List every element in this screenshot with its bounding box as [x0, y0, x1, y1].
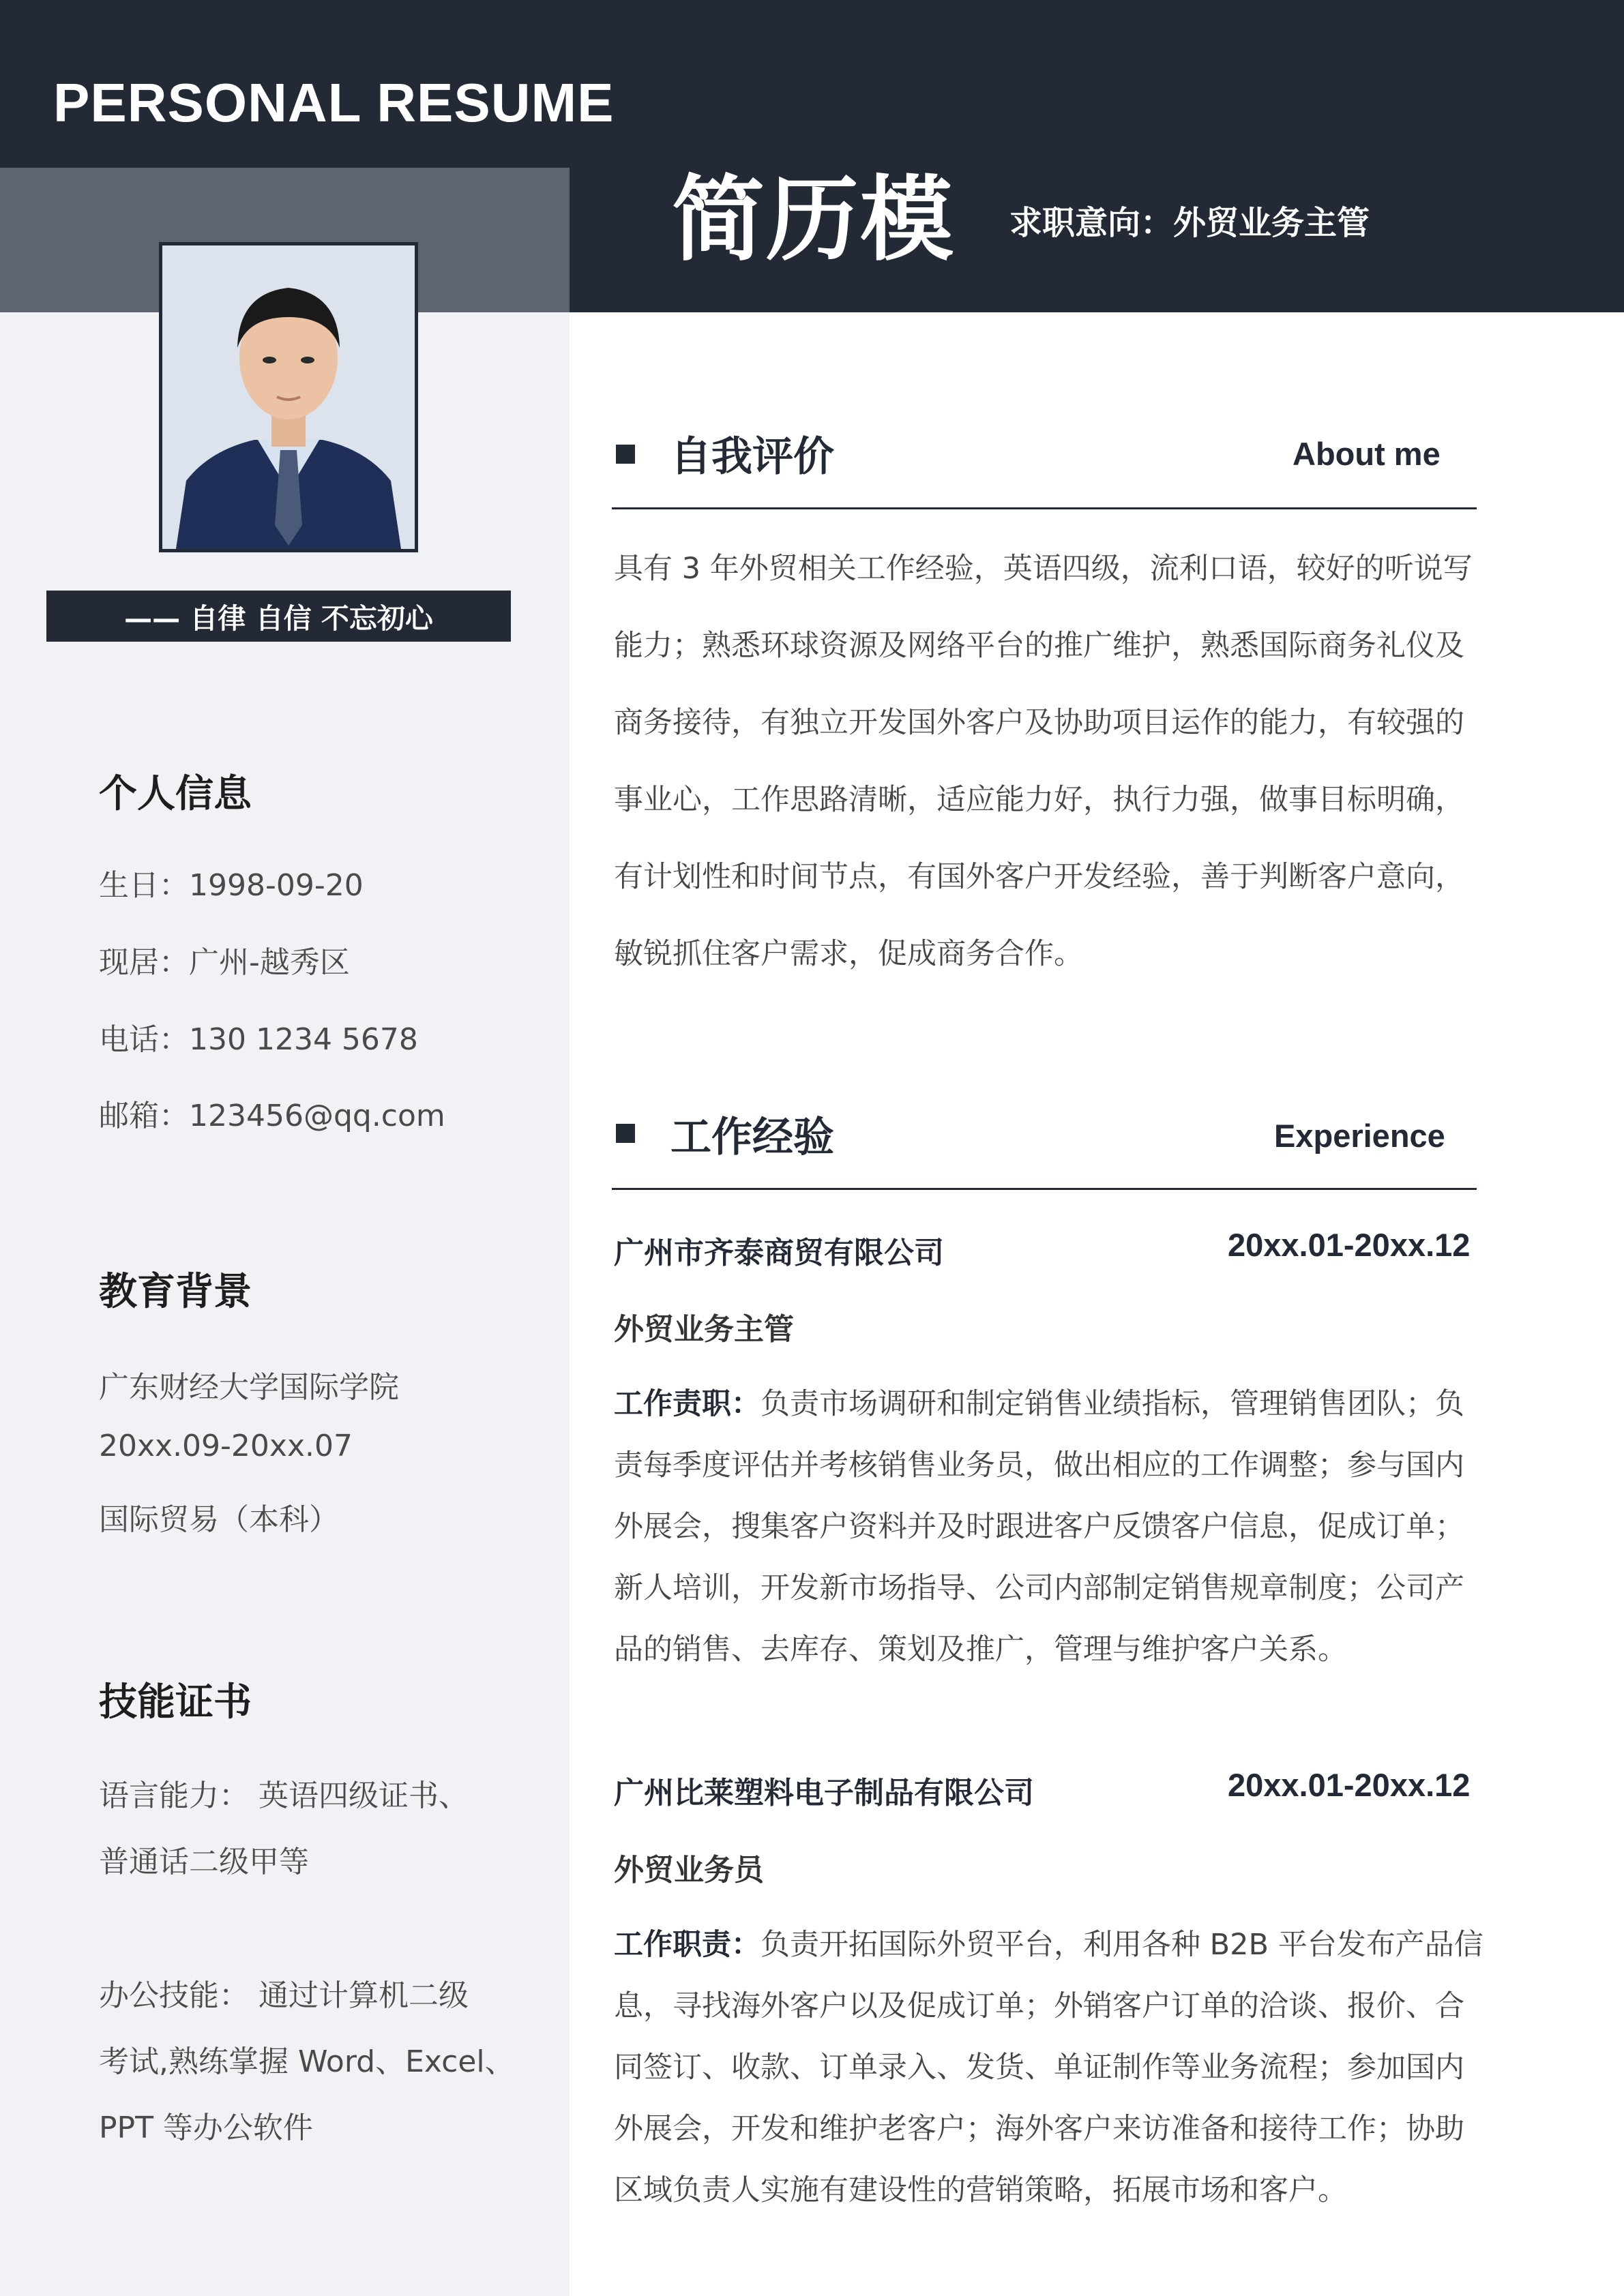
self-evaluation-title: 自我评价: [670, 433, 834, 481]
motto-banner: —— 自律 自信 不忘初心: [46, 591, 511, 642]
job-duty-line: 区域负责人实施有建设性的营销策略，拓展市场和客户。: [614, 2173, 1347, 2207]
job-duty-line: 品的销售、去库存、策划及推广，管理与维护客户关系。: [614, 1632, 1347, 1667]
education-heading: 教育背景: [99, 1270, 252, 1314]
job-duty-line: 新人培训，开发新市场指导、公司内部制定销售规章制度；公司产: [614, 1571, 1464, 1605]
experience-title: 工作经验: [670, 1114, 834, 1161]
education-major: 国际贸易（本科）: [99, 1502, 339, 1537]
job-date: 20xx.01-20xx.12: [1228, 1227, 1471, 1263]
education-school: 广东财经大学国际学院: [99, 1370, 399, 1405]
self-evaluation-line: 事业心，工作思路清晰，适应能力好，执行力强，做事目标明确，: [614, 783, 1464, 817]
resume-label: PERSONAL RESUME: [53, 72, 615, 133]
job-duty-line: 外展会，开发和维护老客户；海外客户来访准备和接待工作；协助: [614, 2112, 1464, 2146]
self-evaluation-title-en: About me: [1293, 436, 1441, 472]
language-skill-line: 语言能力： 英语四级证书、: [99, 1778, 469, 1813]
office-skill-line: 考试,熟练掌握 Word、Excel、: [99, 2044, 515, 2079]
job-role: 外贸业务员: [614, 1853, 764, 1888]
job-duty-line: 外展会，搜集客户资料并及时跟进客户反馈客户信息，促成订单；: [614, 1510, 1464, 1544]
job-duty-text: 负责开拓国际外贸平台，利用各种 B2B 平台发布产品信: [761, 1928, 1483, 1962]
job-duty-line: [614, 1922, 1483, 1963]
job-date: 20xx.01-20xx.12: [1228, 1767, 1471, 1803]
self-evaluation-line: 具有 3 年外贸相关工作经验，英语四级，流利口语，较好的听说写: [614, 552, 1473, 586]
phone: 电话：130 1234 5678: [99, 1022, 418, 1057]
profile-photo: [159, 242, 418, 552]
experience-title-en: Experience: [1274, 1118, 1445, 1154]
section-bullet-icon: [616, 445, 635, 464]
personal-info-heading: 个人信息: [99, 772, 252, 816]
self-evaluation-line: 有计划性和时间节点，有国外客户开发经验，善于判断客户意向，: [614, 860, 1464, 894]
job-role: 外贸业务主管: [614, 1312, 794, 1347]
job-intent: 求职意向：外贸业务主管: [1009, 204, 1370, 242]
section-bullet-icon: [616, 1124, 635, 1143]
office-skill-line: PPT 等办公软件: [99, 2111, 313, 2145]
residence: 现居：广州-越秀区: [99, 945, 350, 980]
job-duty-line: [614, 1381, 1464, 1422]
skills-heading: 技能证书: [99, 1680, 252, 1725]
section-divider: [612, 507, 1477, 509]
job-duty-text: 负责市场调研和制定销售业绩指标，管理销售团队；负: [761, 1387, 1464, 1421]
page-title: 简历模: [672, 166, 954, 274]
job-duty-label: 工作职责：: [614, 1928, 761, 1962]
education-period: 20xx.09-20xx.07: [99, 1429, 353, 1463]
job-duty-line: 息，寻找海外客户以及促成订单；外销客户订单的洽谈、报价、合: [614, 1989, 1464, 2023]
job-company: 广州比莱塑料电子制品有限公司: [614, 1776, 1034, 1810]
person-photo-icon: [162, 245, 415, 549]
self-evaluation-line: 商务接待，有独立开发国外客户及协助项目运作的能力，有较强的: [614, 706, 1464, 740]
birthday: 生日：1998-09-20: [99, 868, 364, 903]
job-duty-line: 责每季度评估并考核销售业务员，做出相应的工作调整；参与国内: [614, 1448, 1464, 1482]
section-divider: [612, 1188, 1477, 1190]
job-duty-label: 工作责职：: [614, 1387, 761, 1421]
email: 邮箱：123456@qq.com: [99, 1099, 445, 1133]
self-evaluation-line: 能力；熟悉环球资源及网络平台的推广维护，熟悉国际商务礼仪及: [614, 629, 1464, 663]
self-evaluation-line: 敏锐抓住客户需求，促成商务合作。: [614, 937, 1083, 971]
language-skill-line: 普通话二级甲等: [99, 1845, 309, 1879]
job-company: 广州市齐泰商贸有限公司: [614, 1236, 944, 1270]
office-skill-line: 办公技能： 通过计算机二级: [99, 1978, 469, 2013]
job-duty-line: 同签订、收款、订单录入、发货、单证制作等业务流程；参加国内: [614, 2051, 1464, 2085]
